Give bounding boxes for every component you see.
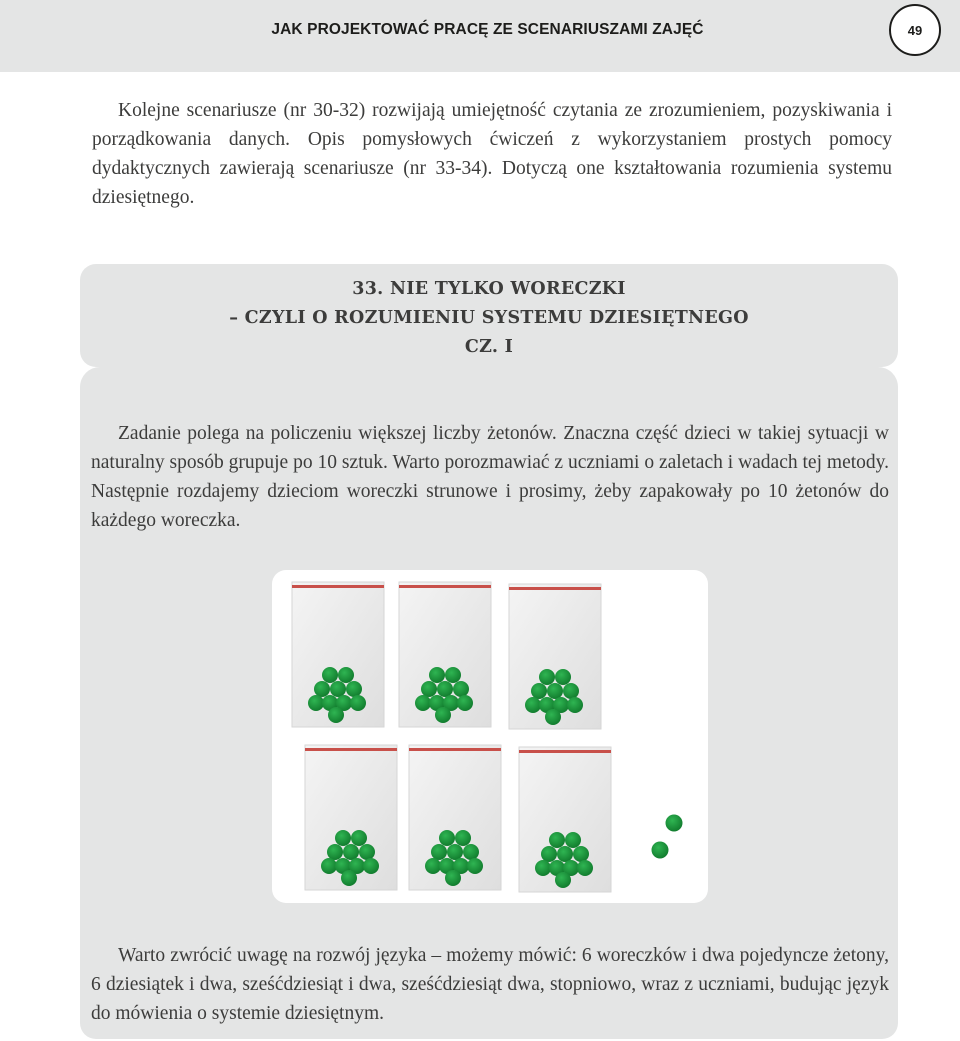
green-token: [439, 830, 455, 846]
green-token: [455, 830, 471, 846]
green-token: [573, 846, 589, 862]
green-token: [555, 669, 571, 685]
token-bag: [292, 582, 384, 727]
green-token: [327, 844, 343, 860]
running-header-title: JAK PROJEKTOWAĆ PRACĘ ZE SCENARIUSZAMI ZAJĘĆ: [271, 21, 704, 38]
bag-seal: [305, 748, 397, 751]
green-token: [447, 844, 463, 860]
green-token: [547, 683, 563, 699]
green-token: [335, 830, 351, 846]
green-token: [363, 858, 379, 874]
green-token: [437, 681, 453, 697]
bags-of-tokens-illustration: [272, 570, 708, 903]
green-token: [565, 832, 581, 848]
green-token: [463, 844, 479, 860]
section-paragraph-1: Zadanie polega na policzeniu większej liczby żetonów. Znaczna część dzieci w takiej sytuacji w naturalny sposób grupuje po 10 sztuk. Warto porozmawiać z uczniami o zaletach i wadach tej metody. Następnie rozdajemy dzieciom woreczki strunowe i prosimy, żeby zapakowały po 10 żetonów do każdego woreczka.: [91, 423, 889, 531]
bag-seal: [409, 748, 501, 751]
green-token: [457, 695, 473, 711]
green-token: [567, 697, 583, 713]
green-token: [346, 681, 362, 697]
bag-seal: [399, 585, 491, 588]
green-token: [415, 695, 431, 711]
green-token: [445, 870, 461, 886]
green-token: [563, 683, 579, 699]
green-token: [467, 858, 483, 874]
section-title-box: [80, 264, 898, 367]
green-token: [453, 681, 469, 697]
green-token: [338, 667, 354, 683]
token-bag: [509, 584, 601, 729]
green-token: [330, 681, 346, 697]
green-token: [549, 832, 565, 848]
token-bag: [399, 582, 491, 727]
loose-green-token: [652, 842, 669, 859]
green-token: [531, 683, 547, 699]
bag-seal: [509, 587, 601, 590]
page-number: 49: [889, 4, 941, 56]
intro-paragraph: Kolejne scenariusze (nr 30-32) rozwijają umiejętność czytania ze zrozumieniem, pozyskiwania i porządkowania danych. Opis pomysłowych ćwiczeń z wykorzystaniem prostych pomocy dydaktycznych zawierają scenariusze (nr 33-34). Dotyczą one kształtowania rozumienia systemu dziesiętnego.: [92, 100, 892, 208]
bag-seal: [292, 585, 384, 588]
green-token: [541, 846, 557, 862]
green-token: [314, 681, 330, 697]
green-token: [435, 707, 451, 723]
loose-green-token: [666, 815, 683, 832]
bags-of-tokens-photo: [272, 570, 708, 903]
section-title-line-3: CZ. I: [464, 337, 514, 357]
green-token: [525, 697, 541, 713]
green-token: [328, 707, 344, 723]
green-token: [557, 846, 573, 862]
green-token: [555, 872, 571, 888]
page-header: [0, 0, 960, 72]
token-bag: [519, 747, 611, 892]
green-token: [351, 830, 367, 846]
green-token: [535, 860, 551, 876]
token-bag: [305, 745, 397, 890]
green-token: [341, 870, 357, 886]
green-token: [421, 681, 437, 697]
green-token: [545, 709, 561, 725]
section-title-line-2: – CZYLI O ROZUMIENIU SYSTEMU DZIESIĘTNEGO: [229, 308, 749, 328]
green-token: [577, 860, 593, 876]
section-paragraph-2: Warto zwrócić uwagę na rozwój języka – możemy mówić: 6 woreczków i dwa pojedyncze żetony, 6 dziesiątek i dwa, sześćdziesiąt i dwa, sześćdziesiąt dwa, stopniowo, wraz z uczniami, budując język do mówienia o systemie dziesiętnym.: [91, 945, 889, 1024]
bag-seal: [519, 750, 611, 753]
green-token: [322, 667, 338, 683]
green-token: [425, 858, 441, 874]
green-token: [308, 695, 324, 711]
section-title-line-1: 33. NIE TYLKO WORECZKI: [352, 279, 626, 299]
green-token: [350, 695, 366, 711]
token-bag: [409, 745, 501, 890]
green-token: [431, 844, 447, 860]
green-token: [429, 667, 445, 683]
green-token: [445, 667, 461, 683]
green-token: [343, 844, 359, 860]
green-token: [321, 858, 337, 874]
green-token: [359, 844, 375, 860]
green-token: [539, 669, 555, 685]
